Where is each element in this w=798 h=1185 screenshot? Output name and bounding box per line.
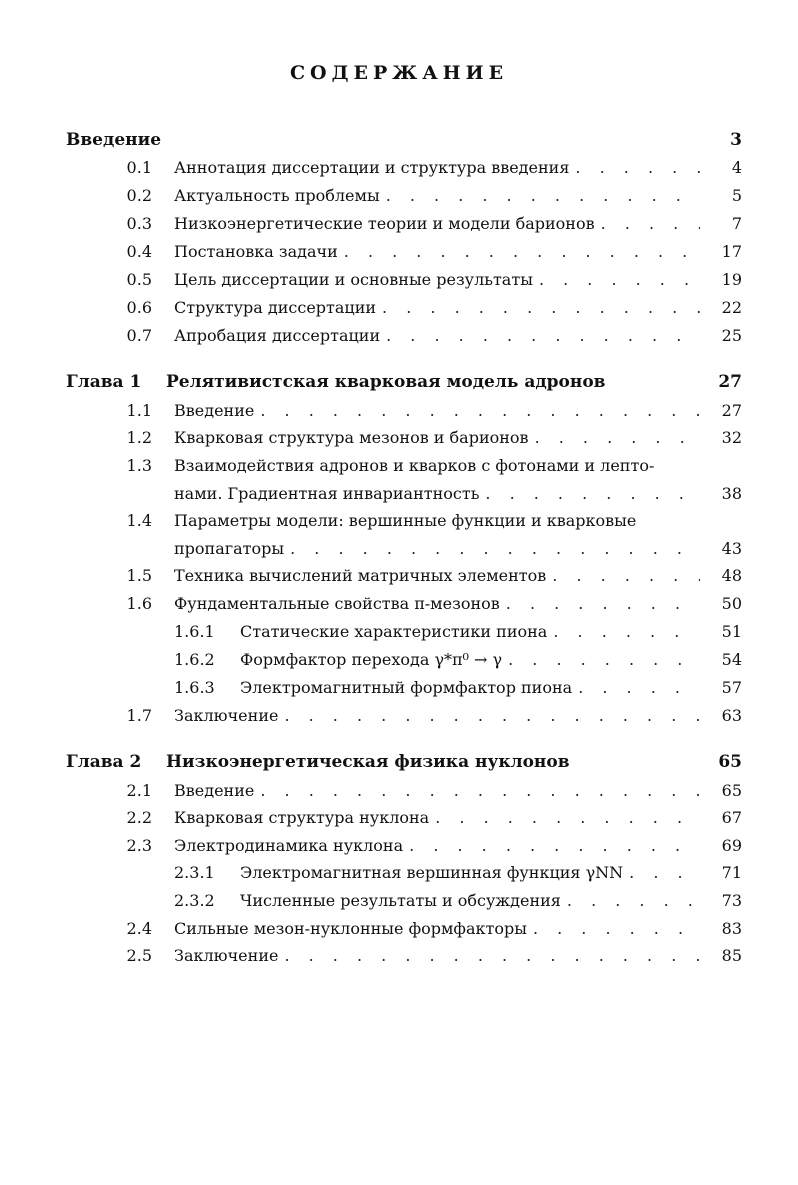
- chapter-page: 27: [718, 372, 742, 392]
- section-page: 63: [721, 706, 742, 725]
- section-page: 83: [721, 919, 742, 938]
- toc-entry[interactable]: [66, 706, 742, 732]
- subsection-title: Статические характеристики пиона: [240, 622, 548, 641]
- section-page: 7: [731, 214, 742, 233]
- section-page: 67: [721, 808, 742, 827]
- subsection-page: 54: [721, 650, 742, 669]
- chapter-label: Глава 1: [66, 372, 142, 392]
- section-page: 32: [721, 428, 742, 447]
- section-title-line1: Параметры модели: вершинные функции и кварковые: [174, 511, 637, 530]
- section-number: 0.4: [126, 242, 152, 261]
- section-number: 0.5: [126, 270, 152, 289]
- section-title: пропагаторы: [174, 539, 285, 558]
- toc-entry[interactable]: [66, 566, 742, 592]
- toc-subentry[interactable]: [66, 622, 742, 648]
- chapter-label: Глава 2: [66, 752, 142, 772]
- section-number: 1.2: [126, 428, 152, 447]
- section-number: 1.1: [126, 401, 152, 420]
- subsection-number: 1.6.1: [174, 622, 215, 641]
- toc-entry[interactable]: [66, 270, 742, 296]
- toc-chapter-1[interactable]: [66, 372, 742, 398]
- toc-subentry[interactable]: [66, 863, 742, 889]
- section-number: 2.2: [126, 808, 152, 827]
- toc-entry[interactable]: [66, 456, 742, 510]
- subsection-page: 57: [721, 678, 742, 697]
- section-page: 65: [721, 781, 742, 800]
- section-page: 43: [721, 539, 742, 558]
- section-title: нами. Градиентная инвариантность: [174, 484, 480, 503]
- toc-entry[interactable]: [66, 511, 742, 565]
- section-page: 48: [721, 566, 742, 585]
- section-title: Низкоэнергетические теории и модели барионов: [174, 214, 595, 233]
- section-page: 4: [731, 158, 742, 177]
- subsection-page: 51: [721, 622, 742, 641]
- section-title: Апробация диссертации: [174, 326, 381, 345]
- section-title: Электродинамика нуклона: [174, 836, 404, 855]
- section-title: Постановка задачи: [174, 242, 338, 261]
- section-page: 85: [721, 946, 742, 965]
- subsection-title: Численные результаты и обсуждения: [240, 891, 561, 910]
- section-number: 1.4: [126, 511, 152, 530]
- section-page: 22: [721, 298, 742, 317]
- chapter-title: Низкоэнергетическая физика нуклонов: [166, 752, 570, 772]
- chapter-page: 65: [718, 752, 742, 772]
- toc-entry[interactable]: [66, 326, 742, 352]
- section-page: 69: [721, 836, 742, 855]
- subsection-title: Формфактор перехода γ*π⁰ → γ: [240, 650, 503, 669]
- section-page: 38: [721, 484, 742, 503]
- toc-chapter-intro[interactable]: [66, 130, 742, 156]
- subsection-page: 73: [721, 891, 742, 910]
- toc-entry[interactable]: [66, 428, 742, 454]
- section-title: Кварковая структура нуклона: [174, 808, 430, 827]
- section-page: 5: [731, 186, 742, 205]
- section-title: Техника вычислений матричных элементов: [174, 566, 547, 585]
- toc-entry[interactable]: [66, 808, 742, 834]
- toc-entry[interactable]: [66, 836, 742, 862]
- section-title: Заключение: [174, 946, 279, 965]
- toc-subentry[interactable]: [66, 678, 742, 704]
- subsection-number: 1.6.2: [174, 650, 215, 669]
- subsection-title: Электромагнитная вершинная функция γNN: [240, 863, 624, 882]
- toc-entry[interactable]: [66, 946, 742, 972]
- toc-entry[interactable]: [66, 186, 742, 212]
- section-page: 17: [721, 242, 742, 261]
- section-number: 2.1: [126, 781, 152, 800]
- section-number: 0.3: [126, 214, 152, 233]
- section-number: 2.5: [126, 946, 152, 965]
- section-title: Аннотация диссертации и структура введения: [174, 158, 570, 177]
- section-number: 2.4: [126, 919, 152, 938]
- section-page: 50: [721, 594, 742, 613]
- toc-subentry[interactable]: [66, 650, 742, 676]
- section-number: 0.1: [126, 158, 152, 177]
- section-title: Фундаментальные свойства π-мезонов: [174, 594, 500, 613]
- section-number: 1.7: [126, 706, 152, 725]
- toc-entry[interactable]: [66, 594, 742, 620]
- toc-subentry[interactable]: [66, 891, 742, 917]
- chapter-title: Релятивистская кварковая модель адронов: [166, 372, 606, 392]
- section-page: 25: [721, 326, 742, 345]
- section-number: 1.5: [126, 566, 152, 585]
- section-title: Актуальность проблемы: [174, 186, 380, 205]
- section-title: Сильные мезон-нуклонные формфакторы: [174, 919, 527, 938]
- subsection-number: 2.3.2: [174, 891, 215, 910]
- section-title: Введение: [174, 781, 255, 800]
- section-title: Введение: [174, 401, 255, 420]
- toc-chapter-2[interactable]: [66, 752, 742, 778]
- subsection-page: 71: [721, 863, 742, 882]
- section-title: Заключение: [174, 706, 279, 725]
- section-page: 19: [721, 270, 742, 289]
- chapter-page: 3: [730, 130, 742, 150]
- section-page: 27: [721, 401, 742, 420]
- subsection-number: 1.6.3: [174, 678, 215, 697]
- section-title: Кварковая структура мезонов и барионов: [174, 428, 529, 447]
- section-number: 1.6: [126, 594, 152, 613]
- section-title-line1: Взаимодействия адронов и кварков с фотонами и лепто-: [174, 456, 655, 475]
- section-title: Цель диссертации и основные результаты: [174, 270, 533, 289]
- toc-entry[interactable]: [66, 158, 742, 184]
- toc-entry[interactable]: [66, 242, 742, 268]
- section-number: 2.3: [126, 836, 152, 855]
- page-title: СОДЕРЖАНИЕ: [289, 62, 509, 84]
- chapter-label: Введение: [66, 130, 162, 150]
- section-number: 0.6: [126, 298, 152, 317]
- toc-entry[interactable]: [66, 214, 742, 240]
- section-number: 1.3: [126, 456, 152, 475]
- section-title: Структура диссертации: [174, 298, 377, 317]
- toc-entry[interactable]: [66, 298, 742, 324]
- toc-entry[interactable]: [66, 781, 742, 807]
- toc-entry[interactable]: [66, 401, 742, 427]
- subsection-number: 2.3.1: [174, 863, 215, 882]
- toc-entry[interactable]: [66, 919, 742, 945]
- section-number: 0.2: [126, 186, 152, 205]
- section-number: 0.7: [126, 326, 152, 345]
- subsection-title: Электромагнитный формфактор пиона: [240, 678, 573, 697]
